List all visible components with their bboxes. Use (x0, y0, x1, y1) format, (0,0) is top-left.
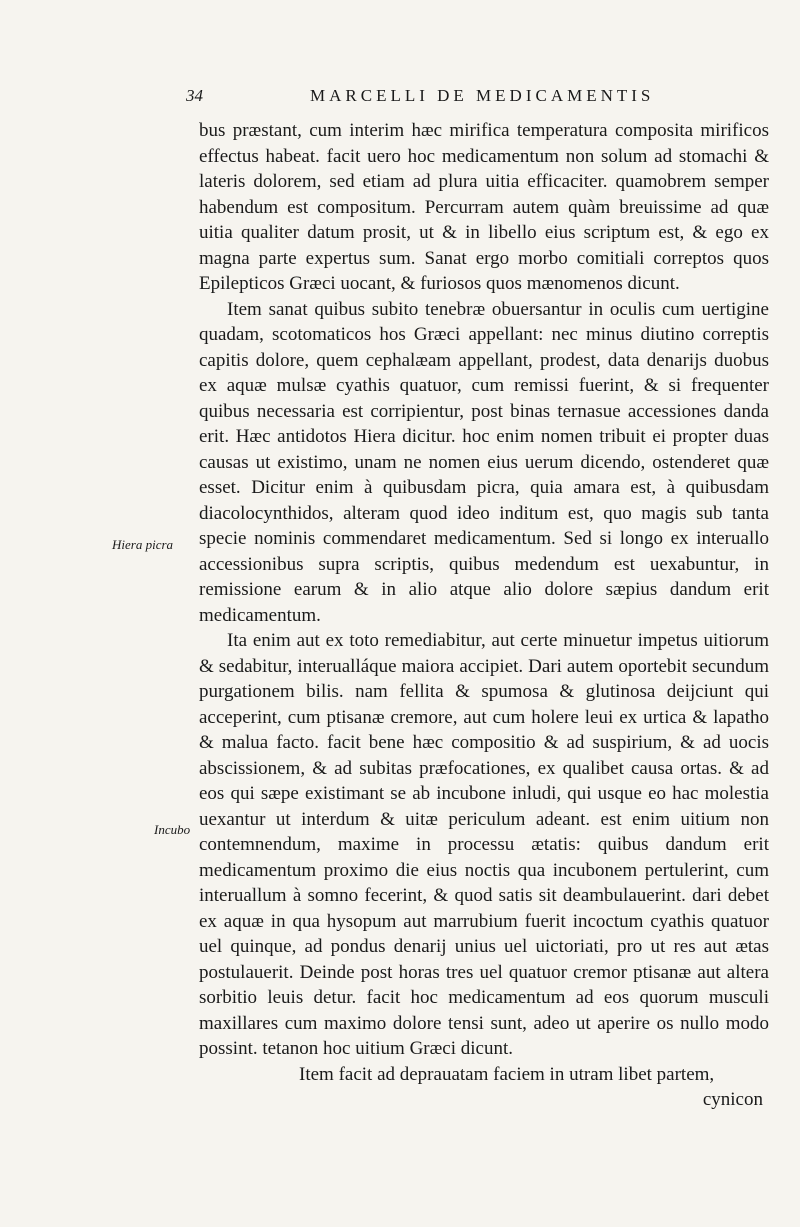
running-title: MARCELLI DE MEDICAMENTIS (310, 86, 655, 105)
body-text (199, 118, 769, 1113)
catchword: cynicon (702, 1089, 763, 1110)
paragraph: Item sanat quibus subito tenebræ obuersantur in oculis cum uertigine quadam, scotomaticos hos Græci appellant: nec minus diutino correptis capitis dolore, quem cephalæam appellant, prodest, data denarijs duobus ex aquæ mulsæ cyathis quatuor, cum remissi fuerint, & si frequenter quibus necessaria est corripientur, post binas ternasue accessiones danda erit. Hæc antidotos Hiera dicitur. hoc enim nomen tribuit ei propter duas causas ut existimo, unam ne nomen eius uerum dicendo, ostenderet quæ esset. Dicitur enim à quibusdam picra, quia amara est, à quibusdam diacolocynthidos, alteram quod ideo inditum est, quo magis sub tanta specie nominis commendaret medicamentum. Sed si longo ex interuallo accessionibus supra scriptis, quibus medendum est uexabuntur, in remissione earum & in alio atque alio dolore sæpius dandum erit medicamentum. (199, 298, 769, 626)
running-header (186, 86, 686, 110)
page-number: 34 (186, 86, 203, 105)
paragraph: Item facit ad deprauatam faciem in utram libet partem, (299, 1063, 715, 1085)
margin-note: Hiera picra (112, 537, 174, 552)
paragraph: bus præstant, cum interim hæc mirifica temperatura composita mirificos effectus habeat. facit uero hoc medicamentum non solum ad stomachi & lateris dolorem, sed etiam ad plura uitia efficaciter. quamobrem semper habendum est compositum. Percurram autem quàm breuissime ad quæ uitia qualiter datum prosit, ut & in libello eius scriptum est, & ego ex magna parte expertus sum. Sanat ergo morbo comitiali correptos quos Epilepticos Græci uocant, & furiosos quos mænomenos dicunt. (199, 120, 769, 294)
paragraph: Ita enim aut ex toto remediabitur, aut certe minuetur impetus uitiorum & sedabitur, interualláque maiora accipiet. Dari autem oportebit secundum purgationem bilis. nam fellita & spumosa & glutinosa deijciunt qui acceperint, cum ptisanæ cremore, aut cum holere leui ex urtica & lapatho & malua facto. facit bene hæc compositio & ad suspirium, & ad uocis abscissionem, & ad subitas præfocationes, ex qualibet causa ortas. & ad eos qui sæpe existimant se ab incubone inludi, qui usque eo hac molestia uexantur ut interdum & uitæ periculum adeant. est enim uitium non contemnendum, maxime in processu ætatis: quibus dandum erit medicamentum proximo die eius noctis qua incubonem pertulerint, cum interuallum à somno fecerint, & quod satis sit deambulauerint. dari debet ex aquæ in qua hysopum aut marrubium fuerit incoctum cyathis quatuor uel quinque, ad pondus denarij unius uel uictoriati, pro ut res aut ætas postulauerit. Deinde post horas tres uel quatuor cremor ptisanæ aut altera sorbitio leuis detur. facit hoc medicamentum ad eos quorum musculi maxillares cum maximo dolore tensi sunt, adeo ut aperire os nullo modo possint. tetanon hoc uitium Græci dicunt. (199, 630, 769, 1059)
margin-note: Incubo (154, 822, 191, 837)
